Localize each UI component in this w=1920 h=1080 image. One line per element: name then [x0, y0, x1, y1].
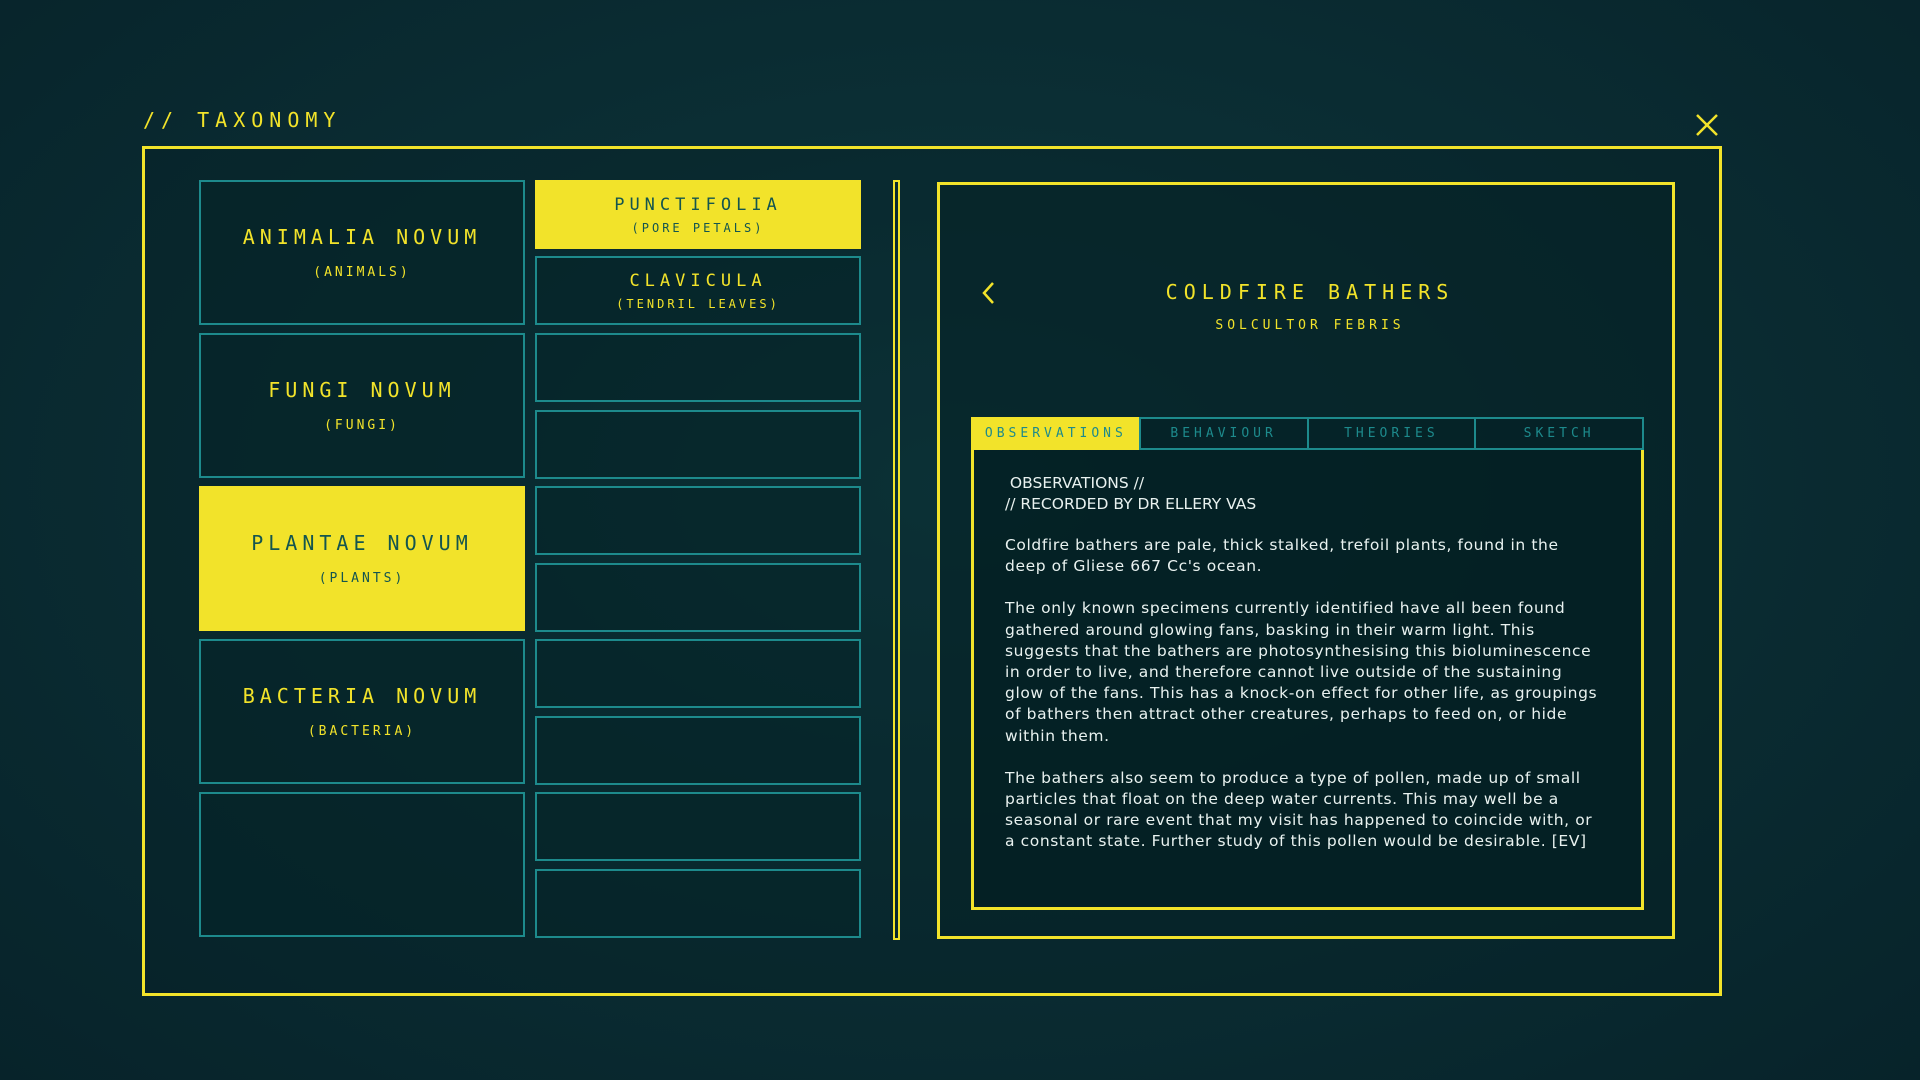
species-item-empty[interactable] [535, 410, 861, 479]
species-item-empty[interactable] [535, 563, 861, 632]
species-item-empty[interactable] [535, 639, 861, 708]
close-button[interactable] [1695, 113, 1719, 137]
species-item-empty[interactable] [535, 333, 861, 402]
kingdom-subtitle: (PLANTS) [318, 571, 406, 586]
chevron-left-icon [979, 280, 999, 306]
species-item-clavicula[interactable] [535, 256, 861, 325]
observation-paragraph: Coldfire bathers are pale, thick stalked, trefoil plants, found in the deep of Gliese 667 Cc's ocean. [1005, 536, 1559, 576]
species-item-empty[interactable] [535, 716, 861, 785]
kingdom-subtitle: (FUNGI) [324, 418, 400, 433]
species-subtitle: (TENDRIL LEAVES) [616, 296, 780, 311]
tab-sketch[interactable]: SKETCH [1474, 417, 1644, 450]
close-icon [1695, 113, 1719, 137]
species-latin-name: SOLCULTOR FEBRIS [1215, 318, 1405, 333]
kingdom-subtitle: (BACTERIA) [307, 724, 417, 739]
species-item-empty[interactable] [535, 486, 861, 555]
list-scrollbar[interactable] [893, 180, 900, 940]
back-button[interactable] [979, 280, 999, 306]
tab-observations[interactable]: OBSERVATIONS [971, 417, 1141, 450]
kingdom-item-empty[interactable] [199, 792, 525, 937]
species-title: COLDFIRE BATHERS [1165, 280, 1455, 304]
species-subtitle: (PORE PETALS) [631, 220, 765, 235]
kingdom-item-bacteria[interactable] [199, 639, 525, 784]
observations-heading [1005, 473, 1256, 515]
tab-behaviour[interactable]: BEHAVIOUR [1139, 417, 1309, 450]
species-name: CLAVICULA [629, 270, 767, 291]
species-name: PUNCTIFOLIA [614, 194, 782, 215]
species-item-punctifolia[interactable] [535, 180, 861, 249]
kingdom-name: BACTERIA NOVUM [242, 684, 482, 708]
kingdom-name: ANIMALIA NOVUM [242, 225, 482, 249]
species-item-empty[interactable] [535, 869, 861, 938]
detail-tabs [971, 417, 1644, 450]
kingdom-item-animalia[interactable] [199, 180, 525, 325]
tab-theories[interactable]: THEORIES [1307, 417, 1477, 450]
observations-text [1005, 535, 1605, 874]
observation-paragraph: The bathers also seem to produce a type of pollen, made up of small particles that float on the deep water currents. This may well be a seasonal or rare event that my visit has happened to coincide with, or a constant state. Further study of this pollen would be desirable. [EV] [1005, 768, 1593, 851]
kingdom-item-fungi[interactable] [199, 333, 525, 478]
observation-paragraph: The only known specimens currently identified have all been found gathered around glowing fans, basking in their warm light. This suggests that the bathers are photosynthesising this bioluminescence in order to live, and therefore cannot live outside of the sustaining glow of the fans. This has a knock-on effect for other life, as groupings of bathers then attract other creatures, perhaps to feed on, or hide within them. [1005, 599, 1598, 745]
kingdom-name: FUNGI NOVUM [268, 378, 456, 402]
species-item-empty[interactable] [535, 792, 861, 861]
observations-heading-line: OBSERVATIONS // [1005, 474, 1145, 492]
kingdom-subtitle: (ANIMALS) [313, 265, 411, 280]
recorded-by-line: // RECORDED BY DR ELLERY VAS [1005, 495, 1257, 513]
kingdom-name: PLANTAE NOVUM [251, 531, 473, 555]
kingdom-item-plantae[interactable] [199, 486, 525, 631]
window-title: // TAXONOMY [143, 108, 342, 132]
